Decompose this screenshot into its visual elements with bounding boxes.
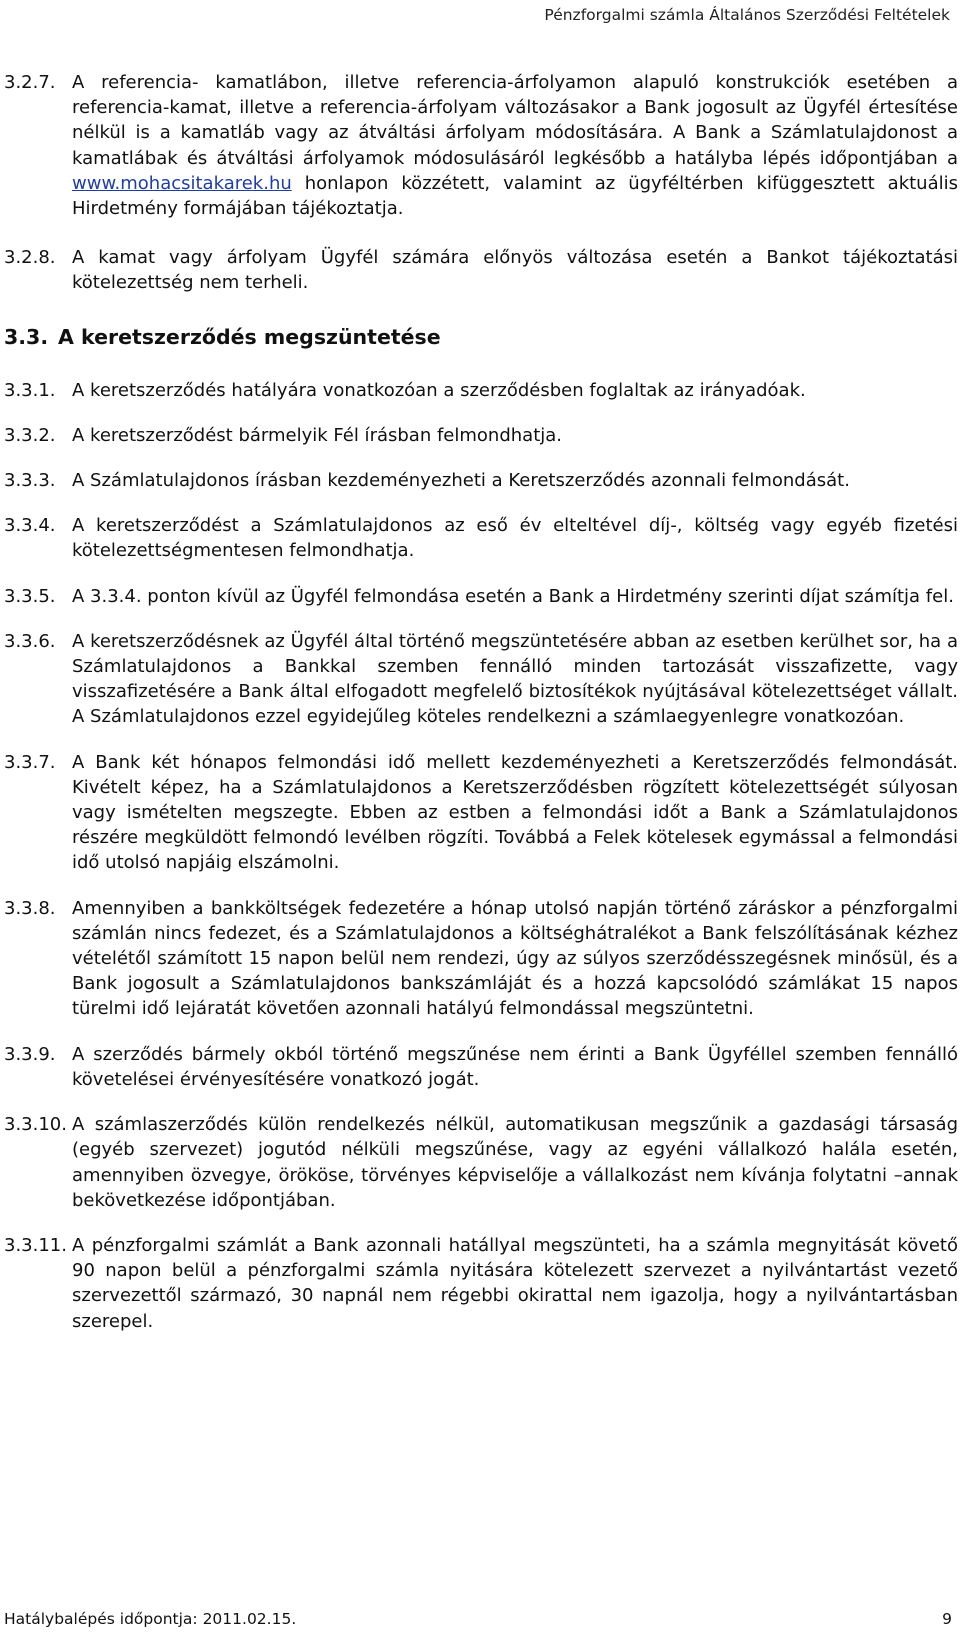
section-3-3-5 [0, 584, 958, 609]
document-body [0, 70, 958, 1334]
section-3-2-7 [0, 70, 958, 221]
section-text: A pénzforgalmi számlát a Bank azonnali hatállyal megszünteti, ha a számla megnyitását követő 90 napon belül a pénzforgalmi számla nyitására kötelezett szervezet a nyilvántartást vezető szervezettől származó, 30 napnál nem régebbi okirattal nem igazolja, hogy a nyilvántartásban szerepel. [72, 1234, 958, 1332]
section-number: 3.3.9. [4, 1043, 56, 1065]
section-3-3-4 [0, 513, 958, 563]
section-number: 3.2.8. [4, 247, 56, 269]
section-3-2-8 [0, 245, 958, 295]
section-text: A számlaszerződés külön rendelkezés nélkül, automatikusan megszűnik a gazdasági társaság (egyéb szervezet) jogutód nélküli megszűnése, vagy az egyéni vállalkozó halála esetén, amennyiben özvegye, örököse, törvényes képviselője a vállalkozást nem kívánja folytatni –annak bekövetkezése időpontjában. [72, 1114, 958, 1211]
section-3-3-9 [0, 1042, 958, 1092]
section-3-3-1 [0, 378, 958, 403]
section-number: 3.3.1. [4, 379, 56, 401]
section-text: Amennyiben a bankköltségek fedezetére a hónap utolsó napján történő záráskor a pénzforgalmi számlán nincs fedezet, és a Számlatulajdonos a költséghátralékot a Bank felszólításának kézhez vételétől számított 15 napon belül nem rendezi, úgy az súlyos szerződésszegésnek minősül, és a Bank jogosult a Számlatulajdonos bankszámláját és a hozzá kapcsolódó számlákat 15 napos türelmi idő lejáratát követően azonnali hatályú felmondással megszüntetni. [72, 897, 958, 1020]
section-3-3-6 [0, 629, 958, 730]
section-number: 3.3.7. [4, 751, 56, 773]
bank-website-link[interactable]: www.mohacsitakarek.hu [72, 172, 292, 194]
section-text: A kamat vagy árfolyam Ügyfél számára előnyös változása esetén a Bankot tájékoztatási kötelezettség nem terheli. [72, 247, 958, 294]
page-number: 9 [942, 1610, 952, 1628]
section-3-3-10 [0, 1112, 958, 1213]
section-3-3-7 [0, 750, 958, 876]
heading-title: A keretszerződés megszüntetése [58, 324, 441, 349]
section-text: A szerződés bármely okból történő megszűnése nem érinti a Bank Ügyféllel szemben fennálló követelései érvényesítésére vonatkozó jogát. [72, 1043, 958, 1090]
section-number: 3.3.11. [4, 1234, 67, 1256]
section-number: 3.3.5. [4, 585, 56, 607]
section-3-3-11 [0, 1233, 958, 1334]
section-text: A keretszerződésnek az Ügyfél által történő megszüntetésére abban az esetben kerülhet sor, ha a Számlatulajdonos a Bankkal szemben fennálló minden tartozását visszafizette, vagy visszafizetésére a Bank által elfogadott megfelelő biztosítékok nyújtásával kötelezettséget vállalt. A Számlatulajdonos ezzel egyidejűleg köteles rendelkezni a számlaegyenlegre vonatkozóan. [72, 630, 958, 728]
section-3-3-3 [0, 468, 958, 493]
section-number: 3.3.6. [4, 630, 56, 652]
section-text: A referencia- kamatlábon, illetve referencia-árfolyamon alapuló konstrukciók esetében a referencia-kamat, illetve a referencia-árfolyam változásakor a Bank jogosult az Ügyfél értesítése nélkül is a kamatláb vagy az átváltási árfolyam módosítására. A Bank a Számlatulajdonost a kamatlábak és átváltási árfolyamok módosulásáról legkésőbb a hatályba lépés időpontjában a [72, 72, 958, 169]
section-number: 3.3.2. [4, 424, 56, 446]
section-text: A keretszerződést bármelyik Fél írásban felmondhatja. [72, 424, 562, 446]
section-text: A 3.3.4. ponton kívül az Ügyfél felmondása esetén a Bank a Hirdetmény szerinti díjat számítja fel. [72, 585, 954, 607]
section-text: A Számlatulajdonos írásban kezdeményezheti a Keretszerződés azonnali felmondását. [72, 470, 850, 492]
section-text-continued: honlapon közzétett, valamint az ügyféltérben kifüggesztett aktuális Hirdetmény formájában tájékoztatja. [72, 172, 958, 220]
section-heading-3-3 [0, 324, 958, 350]
section-number: 3.3.4. [4, 515, 56, 537]
section-text: A keretszerződés hatályára vonatkozóan a szerződésben foglaltak az irányadóak. [72, 379, 806, 401]
section-3-3-2 [0, 423, 958, 448]
section-text: A keretszerződést a Számlatulajdonos az eső év elteltével díj-, költség vagy egyéb fizetési kötelezettségmentesen felmondhatja. [72, 515, 958, 562]
section-number: 3.3.8. [4, 897, 56, 919]
page-header-title: Pénzforgalmi számla Általános Szerződési Feltételek [544, 6, 950, 24]
section-3-3-8 [0, 896, 958, 1022]
section-number: 3.3.3. [4, 470, 56, 492]
section-number: 3.2.7. [4, 72, 56, 93]
footer-effective-date: Hatálybalépés időpontja: 2011.02.15. [4, 1610, 297, 1628]
heading-number: 3.3. [4, 324, 49, 349]
section-number: 3.3.10. [4, 1114, 67, 1136]
section-text: A Bank két hónapos felmondási idő mellett kezdeményezheti a Keretszerződés felmondását. Kivételt képez, ha a Számlatulajdonos a Keretszerződésben rögzített kötelezettségét súlyosan vagy ismételten megszegte. Ebben az estben a felmondási időt a Bank a Számlatulajdonos részére megküldött felmondó levélben rögzíti. Továbbá a Felek kötelesek egymással a felmondási idő utolsó napjáig elszámolni. [72, 751, 958, 874]
